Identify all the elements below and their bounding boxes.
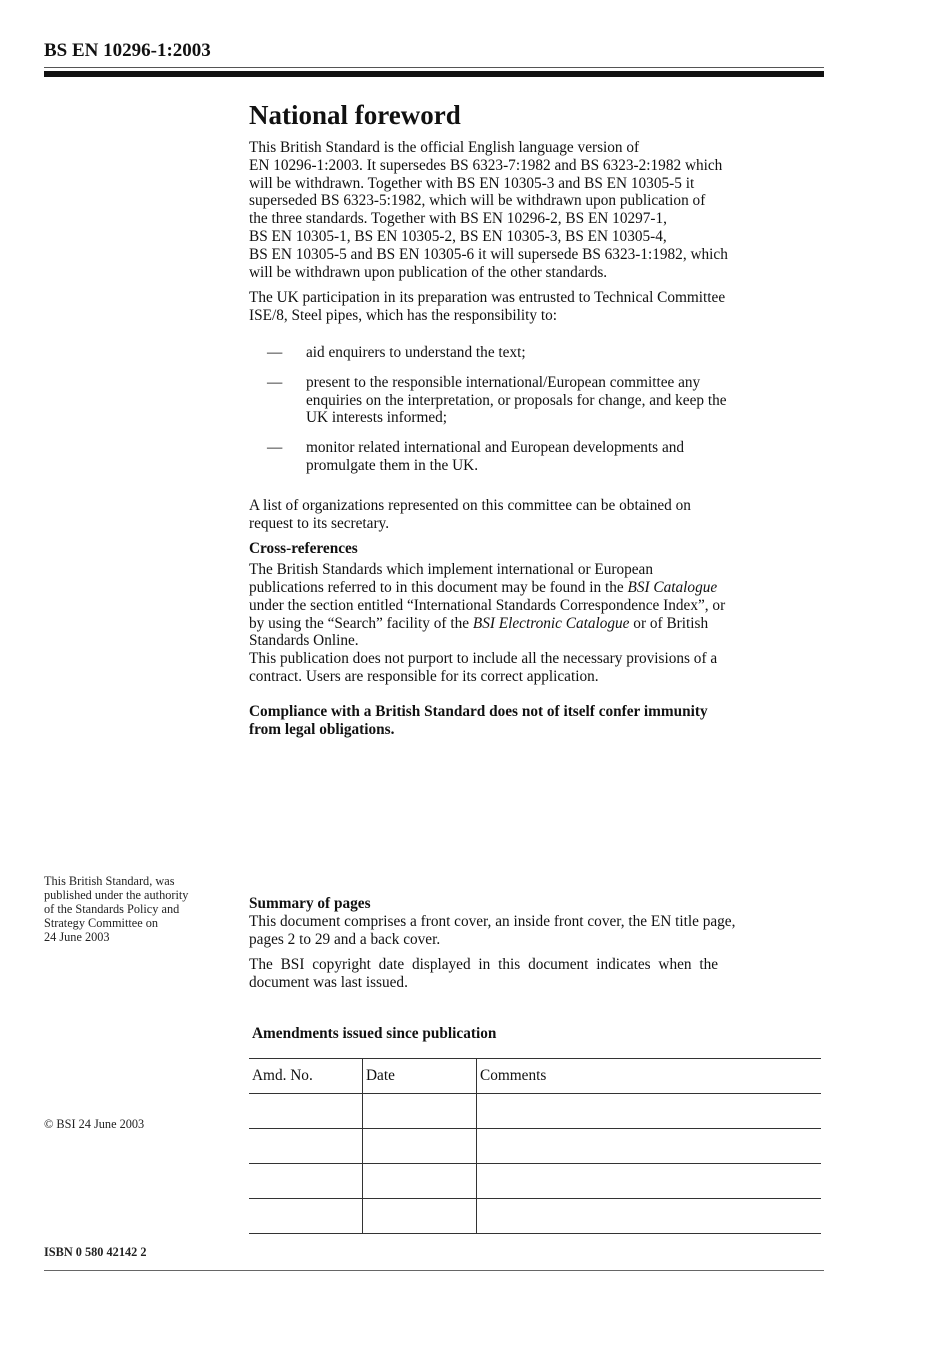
foreword-paragraph-1	[249, 139, 827, 281]
copyright-note: © BSI 24 June 2003	[44, 1117, 145, 1131]
text-line: A list of organizations represented on this committee can be obtained on	[249, 496, 691, 514]
text-line: document was last issued.	[249, 974, 408, 992]
text-line: 24 June 2003	[44, 930, 110, 944]
text-line: the three standards. Together with BS EN 10296-2, BS EN 10297-1,	[249, 210, 667, 228]
text-line: BS EN 10305-5 and BS EN 10305-6 it will supersede BS 6323-1:1982, which	[249, 245, 728, 263]
text-line: under the section entitled “International Standards Correspondence Index”, or	[249, 596, 726, 614]
text-line: pages 2 to 29 and a back cover.	[249, 930, 441, 948]
responsibility-list	[249, 344, 827, 475]
table-row	[249, 1199, 821, 1234]
bsi-electronic-catalogue-title: BSI Electronic Catalogue	[472, 614, 630, 632]
text-line: published under the authority	[44, 888, 189, 902]
foreword-paragraph-2	[249, 289, 827, 325]
bullet-dash: —	[267, 343, 283, 361]
foreword-body	[249, 139, 827, 738]
column-header-amd-no: Amd. No.	[249, 1059, 363, 1094]
compliance-notice	[249, 703, 827, 739]
table-cell	[249, 1129, 363, 1164]
text-line: aid enquirers to understand the text;	[306, 343, 526, 361]
text-line: UK interests informed;	[306, 409, 448, 427]
table-cell	[363, 1164, 477, 1199]
text-line: present to the responsible international/European committee any	[306, 373, 701, 391]
text-line: Compliance with a British Standard does not of itself confer immunity	[249, 702, 708, 720]
text-line: This document comprises a front cover, an inside front cover, the EN title page,	[249, 912, 736, 930]
text-line: of the Standards Policy and	[44, 902, 180, 916]
summary-of-pages	[249, 895, 827, 992]
table-cell	[477, 1164, 822, 1199]
column-header-comments: Comments	[477, 1059, 822, 1094]
table-cell	[249, 1199, 363, 1234]
list-item	[249, 344, 827, 362]
column-header-date: Date	[363, 1059, 477, 1094]
text-line: Standards Online.	[249, 632, 359, 650]
summary-heading: Summary of pages	[249, 895, 371, 912]
footer-rule	[44, 1270, 824, 1271]
approval-note	[44, 874, 188, 944]
text-line: The BSI copyright date displayed in this document indicates when the	[249, 956, 719, 974]
text-line	[249, 579, 827, 597]
text-line: request to its secretary.	[249, 514, 390, 532]
bsi-catalogue-title: BSI Catalogue	[627, 578, 718, 596]
table-cell	[477, 1094, 822, 1129]
header-rule-thick	[44, 71, 824, 77]
summary-paragraph-1	[249, 913, 827, 949]
table-header-row	[249, 1059, 821, 1094]
foreword-paragraph-5	[249, 650, 827, 686]
table-cell	[363, 1199, 477, 1234]
bullet-dash: —	[267, 439, 283, 457]
text-fragment: by using the “Search” facility of the	[249, 614, 473, 632]
text-line: The UK participation in its preparation was entrusted to Technical Committee	[249, 289, 726, 307]
header-rule-thin	[44, 67, 824, 68]
text-line: This publication does not purport to include all the necessary provisions of a	[249, 650, 718, 668]
table-cell	[477, 1129, 822, 1164]
text-line: will be withdrawn upon publication of the other standards.	[249, 263, 608, 281]
list-item	[249, 439, 827, 475]
text-line	[249, 615, 827, 633]
cross-references-paragraph	[249, 561, 827, 650]
text-line: monitor related international and European developments and	[306, 439, 685, 457]
table-cell	[363, 1094, 477, 1129]
list-item	[249, 374, 827, 427]
text-line: contract. Users are responsible for its correct application.	[249, 667, 599, 685]
table-cell	[363, 1129, 477, 1164]
text-line: This British Standard is the official English language version of	[249, 139, 640, 156]
text-line: This British Standard, was	[44, 874, 175, 888]
table-row	[249, 1129, 821, 1164]
text-line: superseded BS 6323-5:1982, which will be withdrawn upon publication of	[249, 192, 706, 210]
table-cell	[249, 1094, 363, 1129]
text-line: will be withdrawn. Together with BS EN 10305-3 and BS EN 10305-5 it	[249, 174, 695, 192]
bullet-dash: —	[267, 373, 283, 391]
summary-paragraph-2	[249, 956, 827, 992]
table-row	[249, 1164, 821, 1199]
table-cell	[249, 1164, 363, 1199]
text-line: EN 10296-1:2003. It supersedes BS 6323-7:1982 and BS 6323-2:1982 which	[249, 156, 723, 174]
amendments-table	[249, 1058, 821, 1234]
isbn: ISBN 0 580 42142 2	[44, 1245, 147, 1259]
foreword-paragraph-3	[249, 497, 827, 533]
page-title: National foreword	[249, 100, 461, 130]
text-line: ISE/8, Steel pipes, which has the responsibility to:	[249, 307, 558, 325]
document-code: BS EN 10296-1:2003	[44, 40, 211, 61]
text-line: from legal obligations.	[249, 720, 395, 738]
text-fragment: or of British	[629, 614, 709, 632]
amendments-title: Amendments issued since publication	[252, 1025, 497, 1042]
text-line: BS EN 10305-1, BS EN 10305-2, BS EN 10305-3, BS EN 10305-4,	[249, 227, 667, 245]
text-line: enquiries on the interpretation, or proposals for change, and keep the	[306, 391, 727, 409]
cross-references-heading: Cross-references	[249, 540, 358, 558]
table-cell	[477, 1199, 822, 1234]
text-fragment: publications referred to in this document may be found in the	[249, 578, 628, 596]
text-line: Strategy Committee on	[44, 916, 159, 930]
text-line: The British Standards which implement international or European	[249, 561, 653, 579]
table-row	[249, 1094, 821, 1129]
text-line: promulgate them in the UK.	[306, 456, 479, 474]
